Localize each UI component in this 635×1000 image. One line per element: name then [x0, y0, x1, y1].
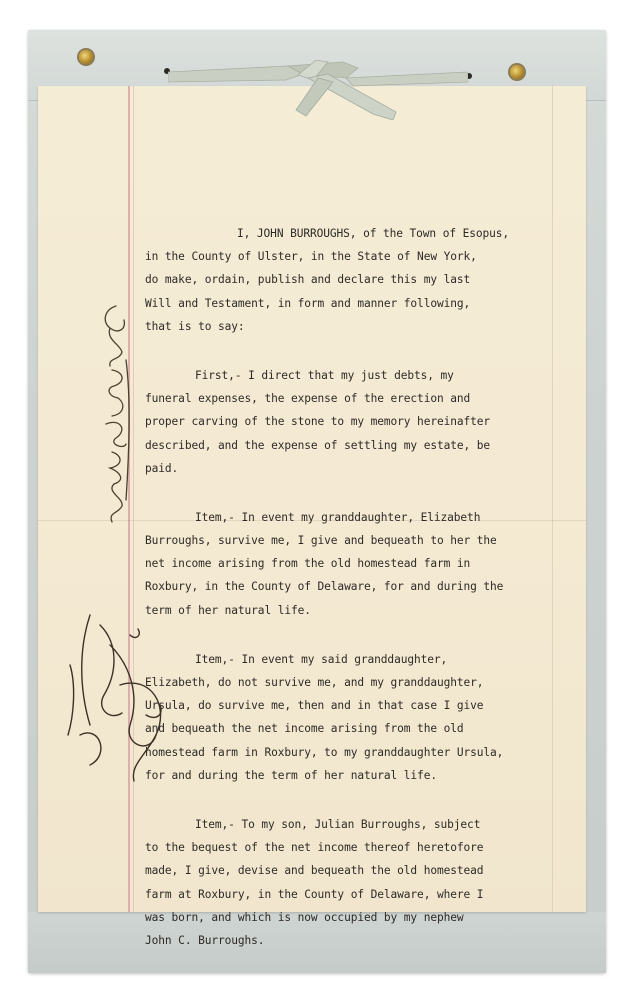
text-line: do make, ordain, publish and declare this my last	[145, 273, 471, 287]
left-eyelet-icon	[79, 50, 93, 64]
text-line: Item,- In event my granddaughter, Elizabeth	[195, 510, 481, 524]
text-line: term of her natural life.	[145, 603, 311, 617]
text-line: homestead farm in Roxbury, to my granddaughter Ursula,	[145, 745, 504, 759]
text-line: I, JOHN BURROUGHS, of the Town of Esopus,	[237, 227, 510, 240]
paragraph-item-1	[145, 506, 545, 622]
text-line: John C. Burroughs.	[145, 933, 265, 947]
text-line: Ursula, do survive me, then and in that case I give	[145, 699, 484, 713]
text-line: paid.	[145, 461, 179, 475]
text-line: farm at Roxbury, in the County of Delaware, where I	[145, 887, 484, 901]
paragraph-item-2	[145, 648, 545, 787]
text-line: net income arising from the old homestead farm in	[145, 557, 471, 571]
paragraph-first	[145, 364, 545, 480]
text-line: to the bequest of the net income thereof heretofore	[145, 841, 484, 855]
text-line: for and during the term of her natural life.	[145, 768, 437, 782]
right-margin-rule	[552, 86, 553, 912]
text-line: Will and Testament, in form and manner following,	[145, 296, 471, 310]
text-line: Burroughs, survive me, I give and bequeath to her the	[145, 534, 497, 548]
ribbon-tie-icon	[168, 60, 468, 120]
right-eyelet-icon	[510, 65, 524, 79]
text-line: Item,- To my son, Julian Burroughs, subject	[195, 817, 481, 831]
text-line: described, and the expense of settling my estate, be	[145, 438, 491, 452]
text-line: funeral expenses, the expense of the erection and	[145, 392, 471, 406]
will-text	[145, 222, 545, 978]
text-line: that is to say:	[145, 319, 245, 333]
text-line: First,- I direct that my just debts, my	[195, 368, 454, 382]
text-line: made, I give, devise and bequeath the old homestead	[145, 864, 484, 878]
text-line: Roxbury, in the County of Delaware, for and during the	[145, 580, 504, 594]
text-line: proper carving of the stone to my memory hereinafter	[145, 415, 491, 429]
text-line: in the County of Ulster, in the State of New York,	[145, 250, 477, 264]
margin-signature-icon	[96, 300, 136, 530]
paragraph-opening	[145, 222, 545, 338]
notary-signature-icon	[60, 605, 180, 785]
text-line: Item,- In event my said granddaughter,	[195, 652, 448, 666]
text-line: and bequeath the net income arising from the old	[145, 722, 464, 736]
paragraph-item-3	[145, 813, 545, 952]
text-line: was born, and which is now occupied by my nephew	[145, 910, 464, 924]
text-line: Elizabeth, do not survive me, and my granddaughter,	[145, 676, 484, 689]
